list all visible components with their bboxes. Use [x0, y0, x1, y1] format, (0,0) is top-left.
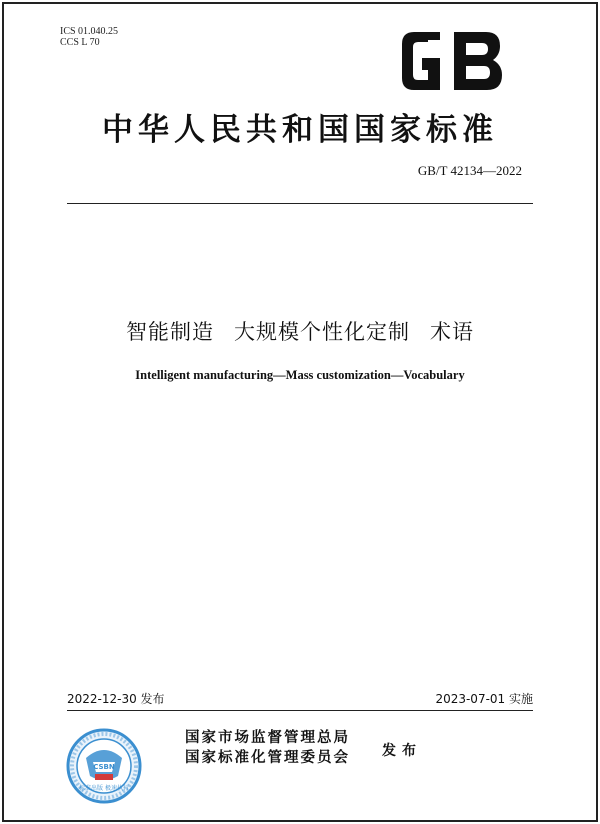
ics-code: ICS 01.040.25: [60, 26, 119, 37]
document-title: [0, 316, 600, 346]
standard-number: GB/T 42134—2022: [417, 163, 522, 178]
gb-logo: [400, 30, 504, 92]
title-part-3: 术语: [430, 320, 474, 344]
publish-label: 发布: [382, 743, 422, 759]
issuing-authorities: [185, 728, 350, 768]
gb-logo-text: GB: [400, 30, 402, 31]
standard-category-title: 中华人民共和国国家标准: [102, 112, 498, 148]
seal-text: CSBN: [93, 763, 115, 771]
ccs-code: CCS L 70: [60, 37, 100, 48]
implementation-date: 2023-07-01 实施: [435, 692, 533, 706]
seal-caption: 标准出版 极速执行: [79, 785, 129, 792]
issuer-samr: 国家市场监督管理总局: [185, 730, 350, 746]
document-english-title: Intelligent manufacturing—Mass customization—Vocabulary: [135, 368, 465, 382]
title-part-1: 智能制造: [126, 320, 214, 344]
title-part-2: 大规模个性化定制: [234, 320, 410, 344]
classification-codes: [60, 26, 118, 48]
standards-publishing-seal: [66, 728, 142, 804]
issue-date: 2022-12-30 发布: [67, 692, 165, 706]
issuer-sac: 国家标准化管理委员会: [185, 750, 350, 766]
bottom-divider: [67, 710, 533, 711]
top-divider: [67, 203, 533, 204]
